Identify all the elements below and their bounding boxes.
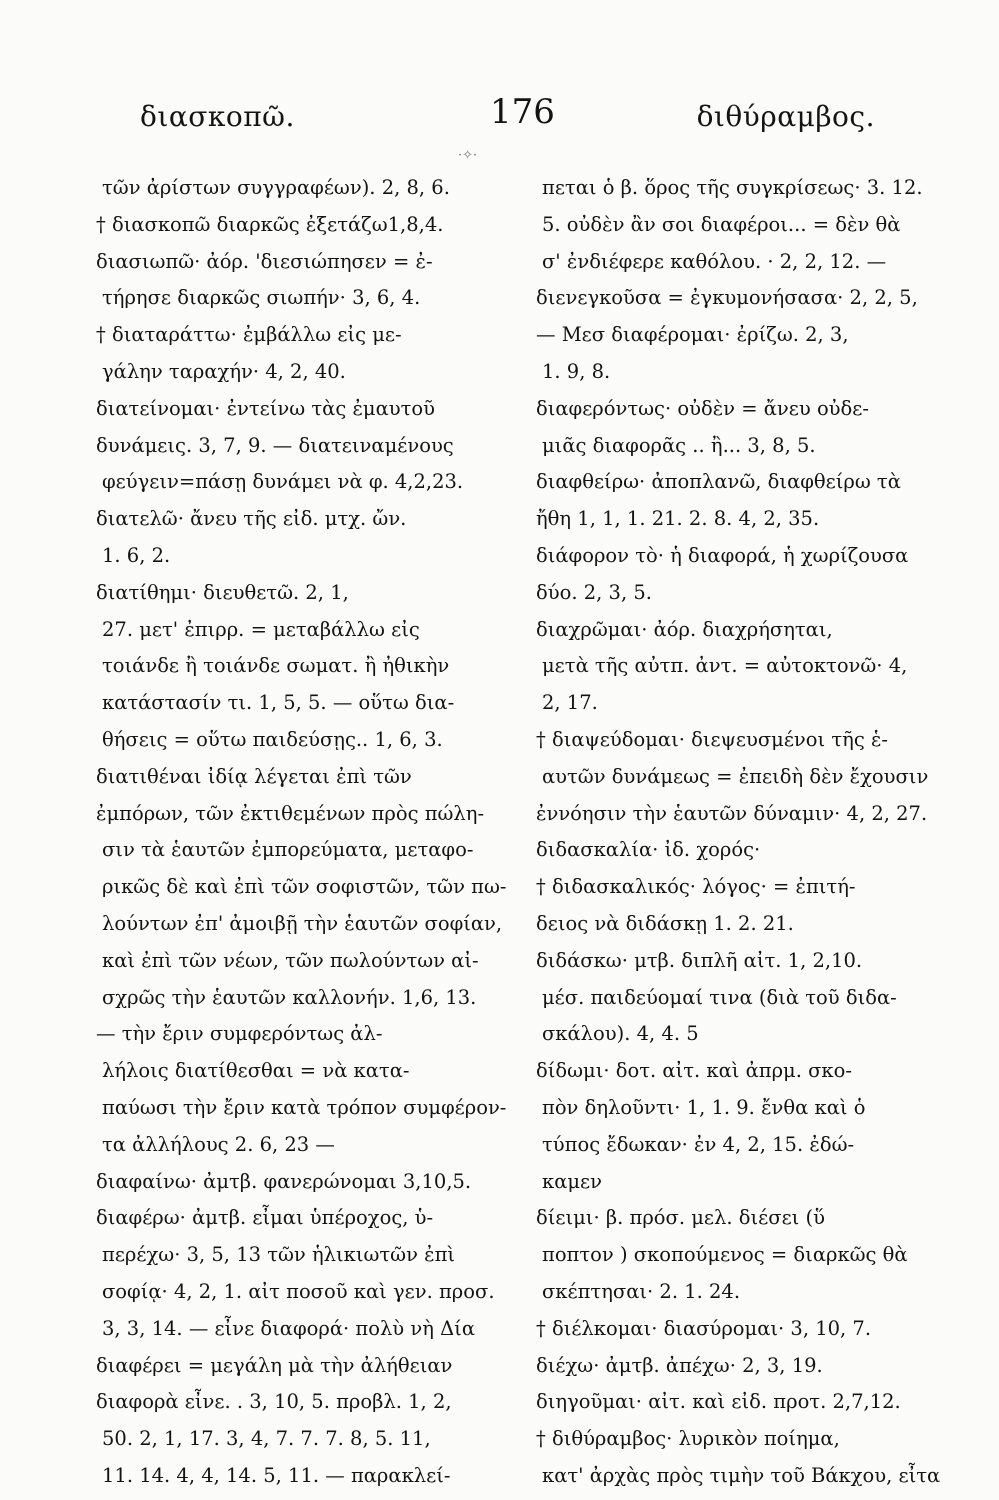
entry-line: διέχω· ἀμτβ. ἀπέχω· 2, 3, 19. <box>536 1353 823 1377</box>
entry-line: κατ' ἀρχὰς πρὸς τιμὴν τοῦ Βάκχου, εἶτα <box>542 1463 941 1487</box>
entry-line: — τὴν ἔριν συμφερόντως ἀλ- <box>96 1022 383 1046</box>
entry-line: διατελῶ· ἄνευ τῆς εἰδ. μτχ. ὤν. <box>96 507 407 531</box>
entry-line: ἐννόησιν τὴν ἑαυτῶν δύναμιν· 4, 2, 27. <box>536 801 928 825</box>
left-running-headword: διασκοπῶ. <box>140 100 295 133</box>
entry-line: ποπτον ) σκοπούμενος = διαρκῶς θὰ <box>542 1243 908 1267</box>
entry-line: σιν τὰ ἑαυτῶν ἐμπορεύματα, μεταφο- <box>102 838 474 862</box>
entry-line: διατιθέναι ἰδίᾳ λέγεται ἐπὶ τῶν <box>96 764 412 788</box>
entry-line: τύπος ἔδωκαν· ἐν 4, 2, 15. ἐδώ- <box>542 1132 855 1156</box>
entry-line: διασιωπῶ· ἀόρ. 'διεσιώπησεν = ἐ- <box>96 249 433 273</box>
entry-line: διαφθείρω· ἀποπλανῶ, διαφθείρω τὰ <box>536 470 901 494</box>
entry-line: τῶν ἀρίστων συγγραφέων). 2, 8, 6. <box>102 176 450 199</box>
entry-line: φεύγειν=πάσῃ δυνάμει νὰ φ. 4,2,23. <box>102 470 464 494</box>
entry-line: διαφέρω· ἀμτβ. εἶμαι ὑπέροχος, ὑ- <box>96 1206 434 1230</box>
entry-line: λήλοις διατίθεσθαι = νὰ κατα- <box>102 1059 410 1083</box>
entry-line: διαφορὰ εἶνε. . 3, 10, 5. προβλ. 1, 2, <box>96 1390 452 1414</box>
entry-line: περέχω· 3, 5, 13 τῶν ἡλικιωτῶν ἐπὶ <box>102 1243 456 1267</box>
page-number: 176 <box>490 92 555 132</box>
entry-line: τα ἀλλήλους 2. 6, 23 — <box>102 1132 335 1156</box>
entry-line: σκέπτησαι· 2. 1. 24. <box>542 1279 741 1303</box>
entry-line: ἐμπόρων, τῶν ἐκτιθεμένων πρὸς πώλη- <box>96 801 485 825</box>
entry-line: 27. μετ' ἐπιρρ. = μεταβάλλω εἰς <box>102 617 420 641</box>
entry-line: σ' ἐνδιέφερε καθόλου. · 2, 2, 12. — <box>542 249 887 273</box>
entry-line: τήρησε διαρκῶς σιωπήν· 3, 6, 4. <box>102 286 421 310</box>
entry-line: τοιάνδε ἢ τοιάνδε σωματ. ἢ ἠθικὴν <box>102 654 450 678</box>
entry-line: διαφαίνω· ἀμτβ. φανερώνομαι 3,10,5. <box>96 1169 472 1193</box>
entry-line: διατίθημι· διευθετῶ. 2, 1, <box>96 580 349 604</box>
entry-line: 11. 14. 4, 4, 14. 5, 11. — παρακλεί- <box>102 1463 451 1487</box>
entry-line: διαχρῶμαι· ἀόρ. διαχρήσηται, <box>536 617 833 641</box>
entry-line: 1. 9, 8. <box>542 359 611 383</box>
entry-line: 1. 6, 2. <box>102 543 171 567</box>
entry-line: μιᾶς διαφορᾶς .. ἢ... 3, 8, 5. <box>542 433 816 457</box>
entry-line: μετὰ τῆς αὐτπ. ἀντ. = αὐτοκτονῶ· 4, <box>542 654 908 678</box>
entry-line: σχρῶς τὴν ἑαυτῶν καλλονήν. 1,6, 13. <box>102 985 477 1009</box>
entry-line: καὶ ἐπὶ τῶν νέων, τῶν πωλούντων αἰ- <box>102 948 479 972</box>
entry-line: διδασκαλία· ἰδ. χορός· <box>536 838 761 862</box>
entry-line: 5. οὐδὲν ἂν σοι διαφέροι... = δὲν θὰ <box>542 212 901 236</box>
page-header <box>140 92 875 142</box>
entry-line: † διθύραμβος· λυρικὸν ποίημα, <box>536 1427 840 1451</box>
entry-line: διενεγκοῦσα = ἐγκυμονήσασα· 2, 2, 5, <box>536 286 918 310</box>
entry-line: διαφερόντως· οὐδὲν = ἄνευ οὐδε- <box>536 396 869 420</box>
entry-line: δύο. 2, 3, 5. <box>536 580 652 604</box>
entry-line: σκάλου). 4, 4. 5 <box>542 1022 699 1046</box>
entry-line: δειος νὰ διδάσκῃ 1. 2. 21. <box>536 911 794 935</box>
entry-line: † διέλκομαι· διασύρομαι· 3, 10, 7. <box>536 1316 872 1340</box>
entry-line: ρικῶς δὲ καὶ ἐπὶ τῶν σοφιστῶν, τῶν πω- <box>102 875 507 899</box>
entry-line: σοφίᾳ· 4, 2, 1. αἰτ ποσοῦ καὶ γεν. προσ. <box>102 1279 495 1303</box>
right-running-headword: διθύραμβος. <box>696 100 875 133</box>
entry-line: † διαψεύδομαι· διεψευσμένοι τῆς ἑ- <box>536 727 889 751</box>
entry-line: 50. 2, 1, 17. 3, 4, 7. 7. 7. 8, 5. 11, <box>102 1427 431 1451</box>
entry-line: γάλην ταραχήν· 4, 2, 40. <box>102 359 346 383</box>
entry-line: 3, 3, 14. — εἶνε διαφορά· πολὺ νὴ Δία <box>102 1316 475 1340</box>
entry-line: δυνάμεις. 3, 7, 9. — διατειναμένους <box>96 433 454 457</box>
right-column <box>536 170 962 1495</box>
entry-line: παύωσι τὴν ἔριν κατὰ τρόπον συμφέρον- <box>102 1095 507 1119</box>
entry-line: διδάσκω· μτβ. διπλῆ αἰτ. 1, 2,10. <box>536 948 863 972</box>
entry-line: — Μεσ διαφέρομαι· ἐρίζω. 2, 3, <box>536 323 849 347</box>
entry-line: λούντων ἐπ' ἀμοιβῇ τὴν ἑαυτῶν σοφίαν, <box>102 911 503 935</box>
entry-line: διαφέρει = μεγάλη μὰ τὴν ἀλήθειαν <box>96 1353 453 1377</box>
entry-line: κατάστασίν τι. 1, 5, 5. — οὕτω δια- <box>102 691 455 715</box>
entry-line: καμεν <box>542 1169 602 1193</box>
left-column <box>96 170 508 1495</box>
entry-line: μέσ. παιδεύομαί τινα (διὰ τοῦ διδα- <box>542 985 897 1009</box>
entry-line: διάφορον τὸ· ἡ διαφορά, ἡ χωρίζουσα <box>536 543 909 567</box>
header-ornament: ·✧· <box>458 148 478 163</box>
entry-line: δίδωμι· δοτ. αἰτ. καὶ ἀπρμ. σκο- <box>536 1059 852 1083</box>
entry-line: δίειμι· β. πρόσ. μελ. διέσει (ὕ <box>536 1206 825 1230</box>
entry-line: 2, 17. <box>542 691 598 715</box>
entry-line: † διδασκαλικός· λόγος· = ἐπιτή- <box>536 875 856 899</box>
entry-line: † διαταράττω· ἐμβάλλω εἰς με- <box>96 323 402 347</box>
entry-line: πεται ὁ β. ὅρος τῆς συγκρίσεως· 3. 12. <box>542 176 923 199</box>
entry-line: διατείνομαι· ἐντείνω τὰς ἐμαυτοῦ <box>96 396 435 420</box>
entry-line: διηγοῦμαι· αἰτ. καὶ εἰδ. προτ. 2,7,12. <box>536 1390 901 1414</box>
entry-line: θήσεις = οὕτω παιδεύσῃς.. 1, 6, 3. <box>102 727 443 751</box>
entry-line: αυτῶν δυνάμεως = ἐπειδὴ δὲν ἔχουσιν <box>542 764 929 788</box>
entry-line: πὸν δηλοῦντι· 1, 1. 9. ἔνθα καὶ ὁ <box>542 1095 866 1119</box>
entry-line: ἤθη 1, 1, 1. 21. 2. 8. 4, 2, 35. <box>536 507 820 531</box>
entry-line: † διασκοπῶ διαρκῶς ἐξετάζω1,8,4. <box>96 212 444 236</box>
